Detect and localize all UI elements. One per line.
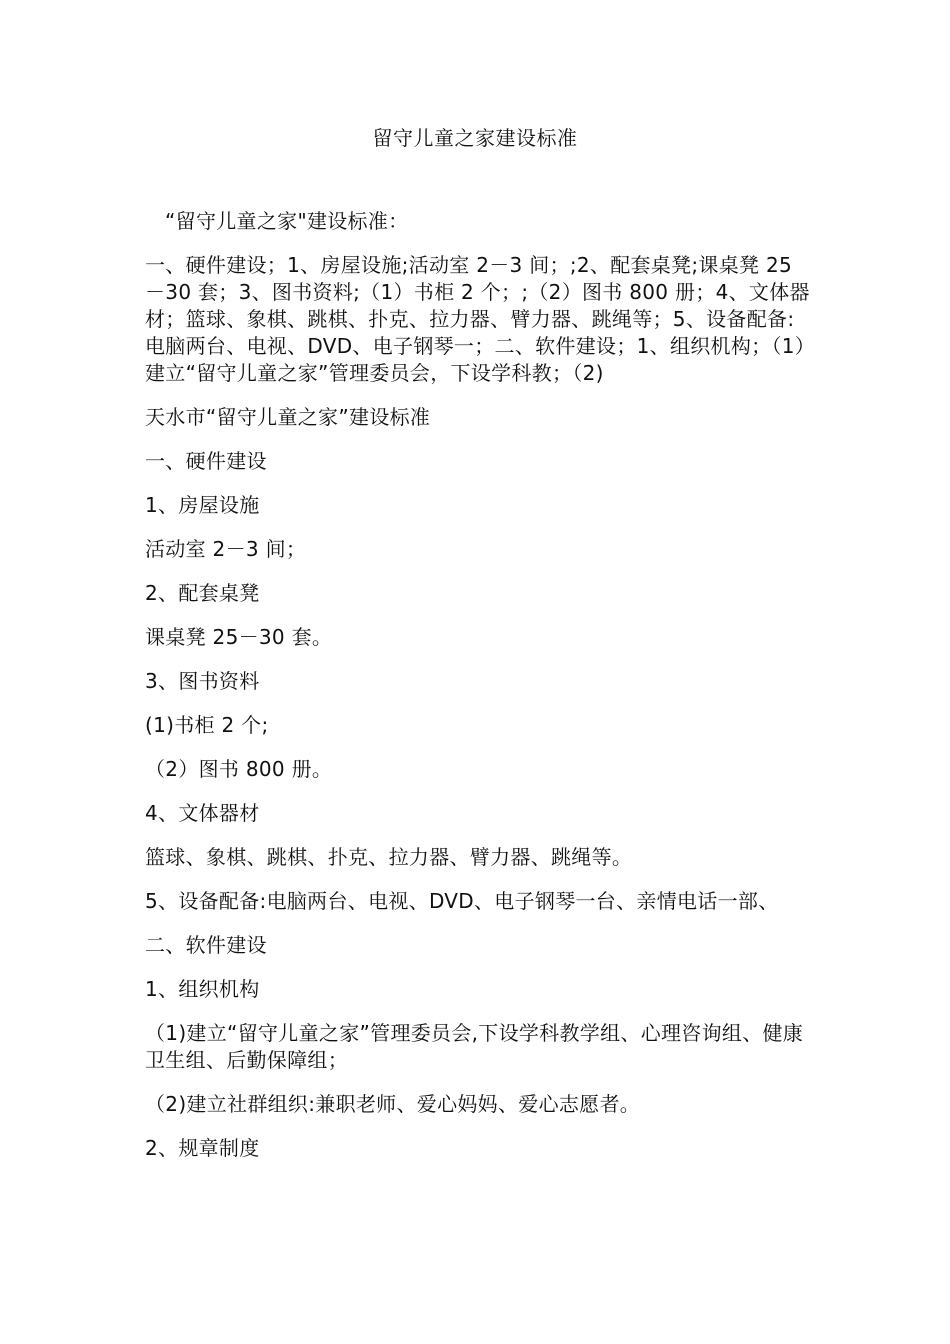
paragraph-furniture-heading: 2、配套桌凳 xyxy=(145,581,260,605)
paragraph-sports-detail: 篮球、象棋、跳棋、扑克、拉力器、臂力器、跳绳等。 xyxy=(145,845,633,869)
paragraph-community-detail: （2)建立社群组织:兼职老师、爱心妈妈、爱心志愿者。 xyxy=(145,1092,641,1116)
paragraph-bookcase-detail: (1)书柜 2 个; xyxy=(145,713,269,737)
paragraph-housing-detail: 活动室 2－3 间； xyxy=(145,537,307,561)
paragraph-sports-heading: 4、文体器材 xyxy=(145,801,260,825)
paragraph-furniture-detail: 课桌凳 25－30 套。 xyxy=(145,625,333,649)
document-title: 留守儿童之家建设标准 xyxy=(372,126,578,150)
paragraph-equipment-detail: 5、设备配备:电脑两台、电视、DVD、电子钢琴一台、亲情电话一部、 xyxy=(145,889,779,913)
paragraph-organization-heading: 1、组织机构 xyxy=(145,977,260,1001)
paragraph-hardware-heading: 一、硬件建设 xyxy=(145,449,267,473)
paragraph-section-title: 天水市“留守儿童之家”建设标准 xyxy=(145,405,431,429)
paragraph-intro-heading: “留守儿童之家"建设标准： xyxy=(165,209,409,233)
paragraph-summary: 一、硬件建设；1、房屋设施;活动室 2－3 间；;2、配套桌凳;课桌凳 25－30 套；3、图书资料;（1）书柜 2 个；;（2）图书 800 册；4、文体器材；篮球、象棋、跳棋、扑克、拉力器、臂力器、跳绳等；5、设备配备:电脑两台、电视、DVD、电子钢琴一；二、软件建设；1、组织机构；（1）建立“留守儿童之家”管理委员会，下设学科教；（2) xyxy=(145,253,810,385)
paragraph-software-heading: 二、软件建设 xyxy=(145,933,267,957)
paragraph-books-heading: 3、图书资料 xyxy=(145,669,260,693)
paragraph-rules-heading: 2、规章制度 xyxy=(145,1136,260,1160)
document-body xyxy=(145,208,810,1179)
paragraph-committee-detail: （1)建立“留守儿童之家”管理委员会,下设学科教学组、心理咨询组、健康卫生组、后勤保障组； xyxy=(145,1021,804,1072)
paragraph-housing-heading: 1、房屋设施 xyxy=(145,493,260,517)
paragraph-books-detail: （2）图书 800 册。 xyxy=(145,757,333,781)
